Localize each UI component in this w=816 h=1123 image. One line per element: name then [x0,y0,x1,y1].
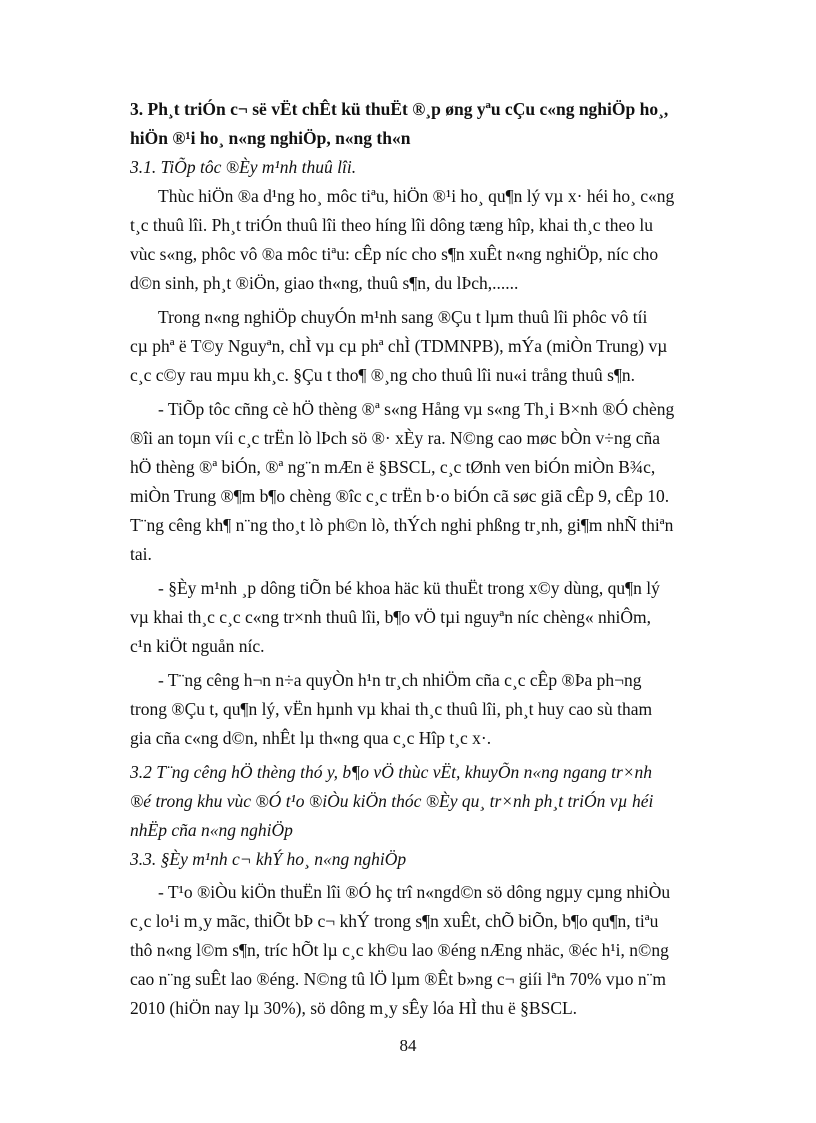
paragraph-line: vùc s«ng, phôc vô ®a môc tiªu: cÊp níc cho s¶n xuÊt n«ng nghiÖp, níc cho [130,244,659,264]
subsection-3-3-title: 3.3. §Èy m¹nh c¬ khÝ ho¸ n«ng nghiÖp [130,849,407,869]
paragraph-line: tai. [130,544,152,564]
paragraph-line: Trong n«ng nghiÖp chuyÓn m¹nh sang ®Çu t lµm thuû lîi phôc vô tíi [158,307,648,327]
paragraph-line: trong ®Çu t, qu¶n lý, vËn hµnh vµ khai th¸c thuû lîi, ph¸t huy cao sù tham [130,699,653,719]
paragraph-line: gia cña c«ng d©n, nhÊt lµ th«ng qua c¸c Hîp t¸c x·. [130,728,492,748]
paragraph-line: T¨ng cêng kh¶ n¨ng tho¸t lò ph©n lò, thÝch nghi phßng tr¸nh, gi¶m nhÑ thiªn [130,515,674,535]
paragraph-line: t¸c thuû lîi. Ph¸t triÓn thuû lîi theo híng lîi dông tæng hîp, khai th¸c theo lu [130,215,654,235]
paragraph-line: - §Èy m¹nh ¸p dông tiÕn bé khoa häc kü thuËt trong x©y dùng, qu¶n lý [158,578,660,598]
paragraph-line: c¸c c©y rau mµu kh¸c. §Çu t tho¶ ®¸ng cho thuû lîi nu«i trång thuû s¶n. [130,365,636,385]
subsection-3-2-line-1: 3.2 T¨ng cêng hÖ thèng thó y, b¶o vÖ thùc vËt, khuyÕn n«ng ngang tr×nh [130,762,653,782]
paragraph-line: thô n«ng l©m s¶n, tríc hÕt lµ c¸c kh©u lao ®éng nÆng nhäc, ®éc h¹i, n©ng [130,940,669,960]
paragraph-line: - T¹o ®iÒu kiÖn thuËn lîi ®Ó hç trî n«ngd©n sö dông ngµy cµng nhiÒu [158,882,671,902]
paragraph-line: vµ khai th¸c c¸c c«ng tr×nh thuû lîi, b¶o vÖ tµi nguyªn níc chèng« nhiÔm, [130,607,652,627]
subsection-3-2-line-2: ®é trong khu vùc ®Ó t¹o ®iÒu kiÖn thóc ®Èy qu¸ tr×nh ph¸t triÓn vµ héi [130,791,654,811]
section-heading-line-1: 3. Ph¸t triÓn c¬ së vËt chÊt kü thuËt ®¸p øng yªu cÇu c«ng nghiÖp ho¸, [130,99,669,119]
paragraph-line: hÖ thèng ®ª biÓn, ®ª ng¨n mÆn ë §BSCL, c¸c tØnh ven biÓn miÒn B¾c, [130,457,656,477]
paragraph-line: Thùc hiÖn ®a d¹ng ho¸ môc tiªu, hiÖn ®¹i ho¸ qu¶n lý vµ x· héi ho¸ c«ng [158,186,675,206]
subsection-3-1-title: 3.1. TiÕp tôc ®Èy m¹nh thuû lîi. [130,157,357,177]
paragraph-line: 2010 (hiÖn nay lµ 30%), sö dông m¸y sÊy lóa HÌ thu ë §BSCL. [130,998,578,1018]
paragraph-line: - T¨ng cêng h¬n n÷a quyÒn h¹n tr¸ch nhiÖm cña c¸c cÊp ®Þa ph¬ng [158,670,642,690]
paragraph-line: cao n¨ng suÊt lao ®éng. N©ng tû lÖ lµm ®Êt b»ng c¬ giíi lªn 70% vµo n¨m [130,969,667,989]
paragraph-line: - TiÕp tôc cñng cè hÖ thèng ®ª s«ng Hång vµ s«ng Th¸i B×nh ®Ó chèng [158,399,675,419]
subsection-3-2-line-3: nhËp cña n«ng nghiÖp [130,820,293,840]
paragraph-line: c¸c lo¹i m¸y mãc, thiÕt bÞ c¬ khÝ trong s¶n xuÊt, chÕ biÕn, b¶o qu¶n, tiªu [130,911,659,931]
section-heading-line-2: hiÖn ®¹i ho¸ n«ng nghiÖp, n«ng th«n [130,128,411,148]
page-number: 84 [399,1036,417,1055]
paragraph-line: c¹n kiÖt nguån níc. [130,636,265,656]
paragraph-line: cµ phª ë T©y Nguyªn, chÌ vµ cµ phª chÌ (TDMNPB), mÝa (miÒn Trung) vµ [130,336,668,356]
paragraph-line: ®îi an toµn víi c¸c trËn lò lÞch sö ®· xÈy ra. N©ng cao møc bÒn v÷ng cña [130,428,661,448]
paragraph-line: miÒn Trung ®¶m b¶o chèng ®îc c¸c trËn b·o biÓn cã søc giã cÊp 9, cÊp 10. [130,486,670,506]
paragraph-line: d©n sinh, ph¸t ®iÖn, giao th«ng, thuû s¶n, du lÞch,...... [130,273,519,293]
